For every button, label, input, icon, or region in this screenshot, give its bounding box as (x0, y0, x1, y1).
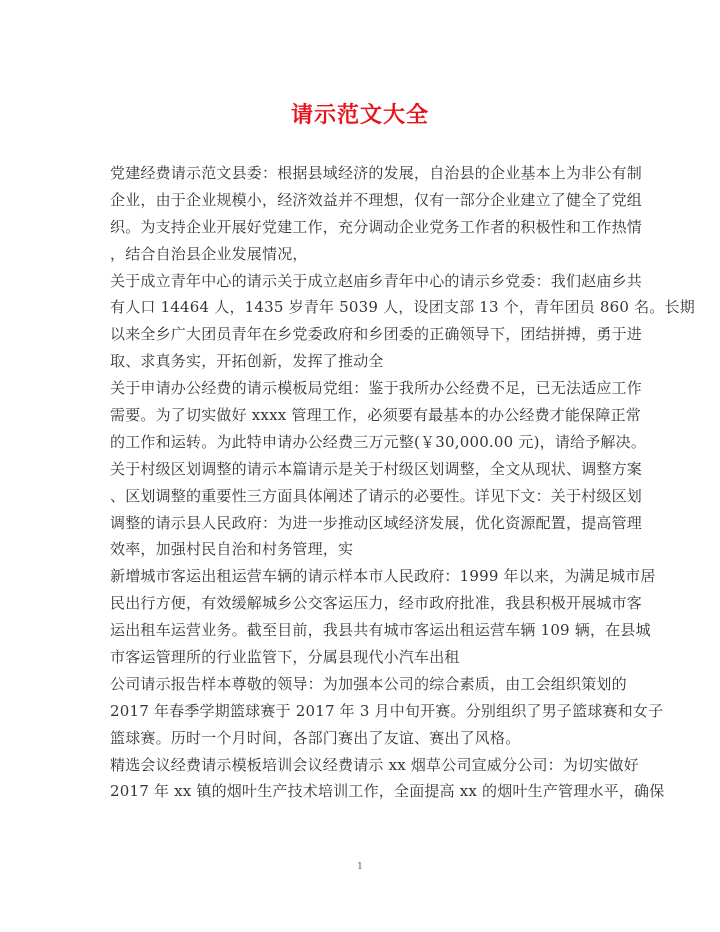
text-line: 的工作和运转。为此特申请办公经费三万元整(￥30,000.00 元)，请给予解决。 (110, 432, 647, 451)
text-line: 有人口 14464 人，1435 岁青年 5039 人，设团支部 13 个，青年团员 860 名。长期 (110, 298, 695, 317)
text-line: 关于成立青年中心的请示关于成立赵庙乡青年中心的请示乡党委：我们赵庙乡共 (110, 271, 643, 290)
paragraph (110, 752, 665, 806)
text-line: 织。为支持企业开展好党建工作，充分调动企业党务工作者的积极性和工作热情 (110, 217, 643, 236)
text-line: 2017 年 xx 镇的烟叶生产技术培训工作，全面提高 xx 的烟叶生产管理水平，确保 (110, 782, 665, 801)
text-line: 需要。为了切实做好 xxxx 管理工作，必须要有最基本的办公经费才能保障正常 (110, 406, 641, 425)
text-line: 2017 年春季学期篮球赛于 2017 年 3 月中旬开赛。分别组织了男子篮球赛和女子 (110, 701, 664, 720)
text-line: 、区划调整的重要性三方面具体阐述了请示的必要性。详见下文：关于村级区划 (110, 486, 643, 505)
text-line: 企业，由于企业规模小，经济效益并不理想，仅有一部分企业建立了健全了党组 (110, 190, 643, 209)
text-line: 以来全乡广大团员青年在乡党委政府和乡团委的正确领导下，团结拼搏，勇于进 (110, 325, 643, 344)
text-line: 精选会议经费请示模板培训会议经费请示 xx 烟草公司宣威分公司：为切实做好 (110, 755, 639, 774)
text-line: 市客运管理所的行业监管下，分属县现代小汽车出租 (110, 648, 460, 667)
paragraph (110, 563, 656, 671)
text-line: 效率，加强村民自治和村务管理，实 (110, 540, 354, 559)
paragraph (110, 671, 664, 752)
paragraph (110, 375, 647, 456)
text-line: 关于村级区划调整的请示本篇请示是关于村级区划调整，全文从现状、调整方案 (110, 459, 643, 478)
text-line: ，结合自治县企业发展情况， (110, 244, 308, 263)
text-line: 篮球赛。历时一个月时间，各部门赛出了友谊、赛出了风格。 (110, 728, 521, 747)
paragraph (110, 456, 643, 564)
text-line: 运出租车运营业务。截至目前，我县共有城市客运出租运营车辆 109 辆，在县城 (110, 621, 651, 640)
document-body (110, 160, 695, 805)
paragraph (110, 160, 643, 268)
text-line: 民出行方便，有效缓解城乡公交客运压力，经市政府批准，我县积极开展城市客 (110, 594, 643, 613)
text-line: 取、求真务实，开拓创新，发挥了推动全 (110, 352, 384, 371)
text-line: 调整的请示县人民政府：为进一步推动区域经济发展，优化资源配置，提高管理 (110, 513, 643, 532)
page-number: 1 (357, 862, 363, 872)
text-line: 公司请示报告样本尊敬的领导：为加强本公司的综合素质，由工会组织策划的 (110, 674, 627, 693)
text-line: 关于申请办公经费的请示模板局党组：鉴于我所办公经费不足，已无法适应工作 (110, 379, 643, 398)
text-line: 新增城市客运出租运营车辆的请示样本市人民政府：1999 年以来，为满足城市居 (110, 567, 656, 586)
paragraph (110, 268, 695, 376)
text-line: 党建经费请示范文县委：根据县域经济的发展，自治县的企业基本上为非公有制 (110, 164, 643, 182)
document-title: 请示范文大全 (290, 102, 429, 128)
